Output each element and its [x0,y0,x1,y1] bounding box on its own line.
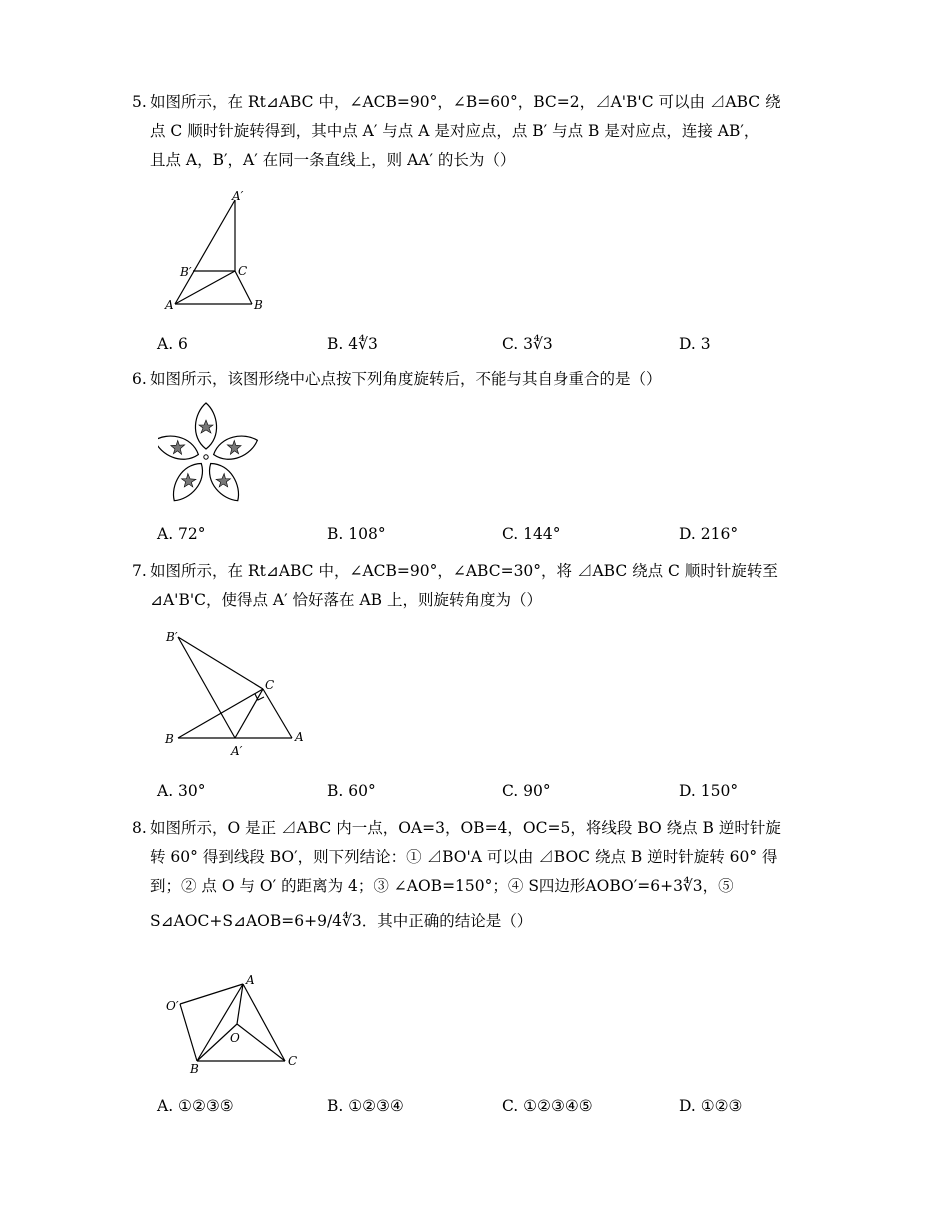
label-A-prime: A′ [231,744,243,758]
label-O-prime: O′ [166,999,179,1013]
question-text [150,814,842,936]
question-number: 5. [132,93,147,111]
option-6-a[interactable]: A. 72° [157,525,206,543]
label-A-prime: A′ [232,189,244,203]
figure-q8 [160,970,310,1080]
question-number: 7. [132,562,147,580]
label-C: C [288,1054,298,1068]
question-line: 如图所示，在 Rt⊿ABC 中，∠ACB=90°，∠ABC=30°，将 ⊿ABC 绕点 C 顺时针旋转至 [150,562,778,580]
figure-q7 [160,625,310,760]
question-line: S⊿AOC+S⊿AOB=6+9/4∜3．其中正确的结论是（） [150,912,533,930]
option-7-b[interactable]: B. 60° [327,782,376,800]
label-A: A [165,298,174,312]
label-C: C [238,264,248,278]
option-6-d[interactable]: D. 216° [679,525,739,543]
option-5-d[interactable]: D. 3 [679,335,711,353]
label-A: A [295,730,304,744]
label-B-prime: B′ [166,630,178,644]
label-A: A [246,973,255,987]
question-line: 到；② 点 O 与 O′ 的距离为 4；③ ∠AOB=150°；④ S四边形AOBO′=6+3∜3，⑤ [150,877,734,895]
question-7 [132,557,842,615]
label-O: O [230,1031,240,1045]
option-7-a[interactable]: A. 30° [157,782,206,800]
question-line: 如图所示，O 是正 ⊿ABC 内一点，OA=3，OB=4，OC=5，将线段 BO 绕点 B 逆时针旋 [150,819,781,837]
option-6-c[interactable]: C. 144° [502,525,561,543]
label-B-prime: B′ [180,265,192,279]
option-5-b[interactable]: B. 4∜3 [327,335,378,353]
option-6-b[interactable]: B. 108° [327,525,386,543]
leaf [166,457,210,504]
option-5-c[interactable]: C. 3∜3 [502,335,553,353]
option-8-b[interactable]: B. ①②③④ [327,1097,404,1115]
question-line: 点 C 顺时针旋转得到，其中点 A′ 与点 A 是对应点，点 B′ 与点 B 是对应点，连接 AB′， [150,122,760,140]
question-line: 如图所示，该图形绕中心点按下列角度旋转后，不能与其自身重合的是（） [150,370,662,388]
option-7-d[interactable]: D. 150° [679,782,739,800]
question-6 [132,365,842,394]
label-B: B [190,1062,199,1076]
question-line: ⊿A'B'C，使得点 A′ 恰好落在 AB 上，则旋转角度为（） [150,591,542,609]
question-line: 转 60° 得到线段 BO′，则下列结论：① ⊿BO'A 可以由 ⊿BOC 绕点 B 逆时针旋转 60° 得 [150,848,778,866]
leaf [210,430,260,464]
question-5 [132,88,842,175]
label-C: C [265,678,275,692]
label-B: B [165,732,174,746]
figure-q5 [160,185,280,315]
question-number: 6. [132,370,147,388]
leaf [195,403,216,449]
question-number: 8. [132,819,147,837]
question-text [150,88,842,175]
question-line: 如图所示，在 Rt⊿ABC 中，∠ACB=90°，∠B=60°，BC=2，⊿A'B'C 可以由 ⊿ABC 绕 [150,93,781,111]
question-text [150,365,842,394]
option-8-d[interactable]: D. ①②③ [679,1097,743,1115]
option-7-c[interactable]: C. 90° [502,782,551,800]
leaf [202,457,246,504]
question-8 [132,814,842,936]
question-line: 且点 A，B′，A′ 在同一条直线上，则 AA′ 的长为（） [150,151,516,169]
question-text [150,557,842,615]
option-5-a[interactable]: A. 6 [157,335,188,353]
label-B: B [254,298,263,312]
option-8-a[interactable]: A. ①②③⑤ [157,1097,234,1115]
option-8-c[interactable]: C. ①②③④⑤ [502,1097,593,1115]
figure-q6-flower [158,400,268,504]
leaf [158,430,202,464]
